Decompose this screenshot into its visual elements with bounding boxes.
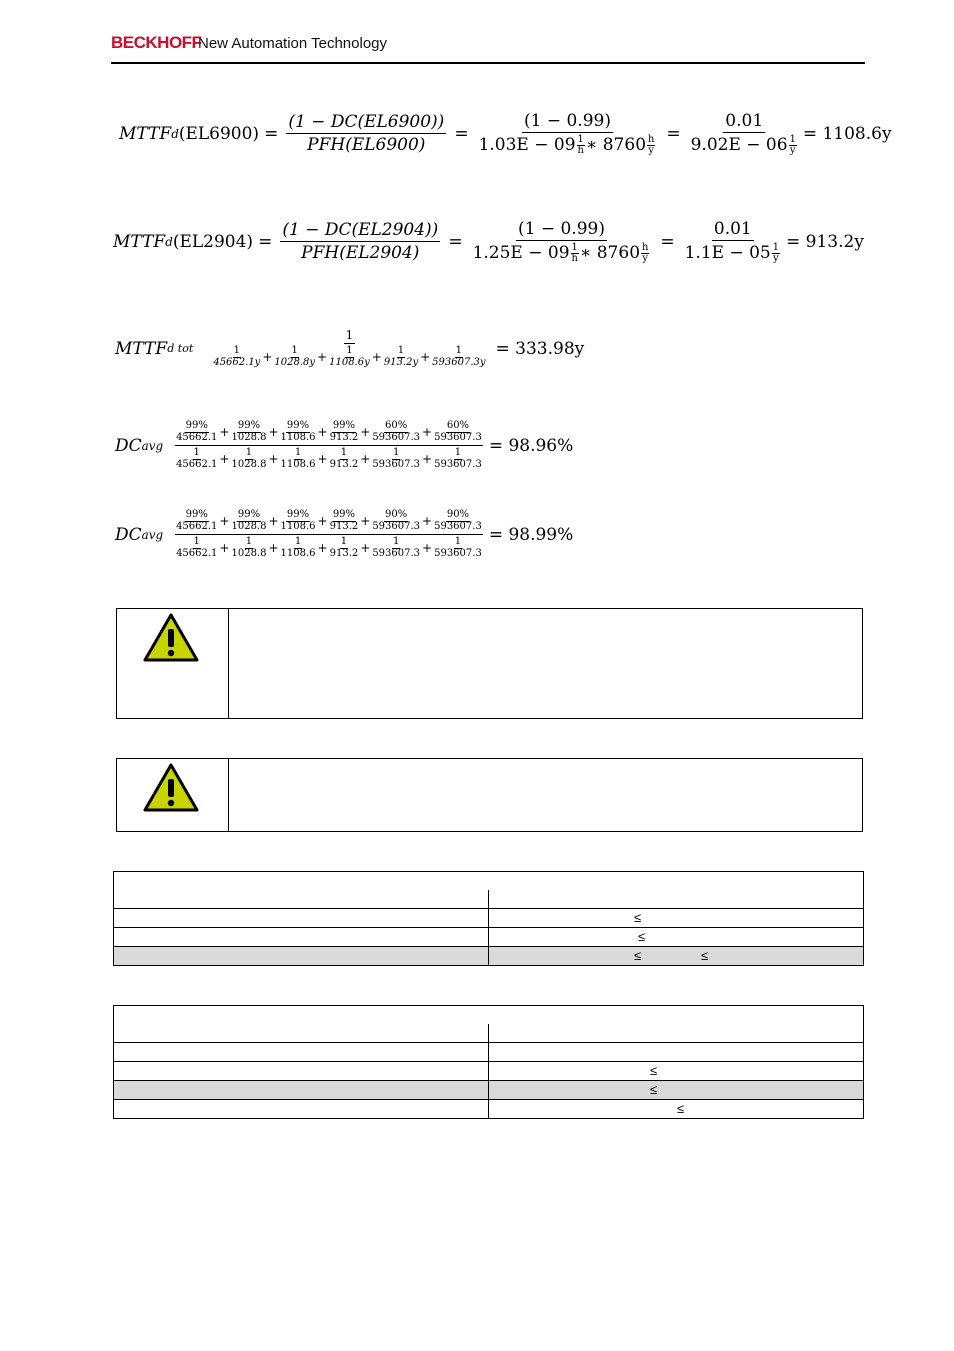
dc-term-denominator: 593607.3 — [434, 520, 482, 532]
fraction-reciprocal-sum: 1 $\frac{1}{45662.1y}$ + $\frac{1}{1028.8y}$ + $\frac{1}{1108.6y}$ + $\frac{1}{913.2y}$ + $\frac{1}{593607.3y}$ — [213, 328, 486, 368]
plus-sign: + — [317, 425, 328, 439]
eq-arg: (EL6900) — [178, 123, 260, 144]
dc-term-numerator: 90% — [446, 509, 470, 520]
warning-triangle-icon — [143, 613, 199, 663]
dc-term-numerator: 99% — [185, 420, 208, 431]
plus-sign: + — [262, 349, 273, 364]
eq-lhs-sub: d tot — [167, 342, 194, 356]
term-numerator: 1 — [294, 536, 302, 547]
plus-sign: + — [360, 425, 371, 439]
plus-sign: + — [268, 541, 279, 555]
brand-tagline: New Automation Technology — [198, 35, 388, 52]
plus-sign: + — [317, 349, 328, 364]
plus-sign: + — [422, 425, 433, 439]
dc-term — [434, 510, 482, 532]
table-row: ≤ — [114, 1081, 864, 1100]
term-numerator: 1 — [454, 447, 462, 458]
dc-term — [330, 510, 359, 532]
term-denominator: 593607.3 — [434, 547, 482, 559]
eq-result: = 333.98y — [495, 338, 585, 359]
plus-sign: + — [371, 349, 382, 364]
dc-term — [281, 421, 316, 443]
term-numerator: 1 — [397, 345, 405, 357]
dc-term-denominator: 913.2 — [329, 431, 359, 443]
dc-term-denominator: 1028.8 — [231, 431, 267, 443]
reciprocal-term — [434, 537, 482, 559]
term-denominator: 1108.6y — [329, 356, 370, 368]
table-row: ≤ ≤ — [114, 947, 864, 966]
eq-lhs-sub: avg — [141, 527, 164, 542]
term-denominator: 593607.3y — [432, 356, 486, 368]
fraction-simplified: 0.01 1.1E − 05 $\frac{1}{y}$ — [684, 219, 780, 264]
equation-dc-avg-90 — [115, 510, 573, 559]
dc-term-denominator: 45662.1 — [176, 431, 218, 443]
eq-lhs: MTTF — [113, 231, 166, 252]
equation-mttf-el2904: MTTF d (EL2904) = $\frac{(1 - DC(EL2904))}{\text{PFH(EL2904)}}$ = (1 − 0.99) 1.25E − 09 $\frac{1}{h}$ ∗ 8760 $\frac{h}{y}$ = 0.01 1.1E − 05 $\frac{1}{y}$ = 913.2y — [113, 219, 864, 264]
eq-result: = 1108.6y — [802, 123, 892, 144]
term-numerator: 1 — [245, 536, 253, 547]
term-numerator: 1 — [340, 447, 348, 458]
plus-sign: + — [219, 541, 230, 555]
reciprocal-term — [330, 448, 359, 470]
dc-term — [176, 421, 217, 443]
table-header-row — [114, 1006, 864, 1043]
term-numerator: 1 — [346, 345, 353, 357]
eq-result: = 98.96% — [488, 435, 574, 456]
dc-term-numerator: 99% — [286, 509, 310, 520]
plus-sign: + — [420, 349, 431, 364]
table-row — [114, 1043, 864, 1062]
fraction-simplified: 0.01 9.02E − 06 $\frac{1}{y}$ — [690, 111, 796, 156]
dc-term — [281, 510, 316, 532]
plus-sign: + — [422, 514, 433, 528]
reciprocal-term — [329, 346, 370, 368]
dc-term-numerator: 99% — [286, 420, 310, 431]
fraction-dc-avg — [175, 421, 483, 470]
eq-lhs: DC — [115, 435, 142, 456]
warning-triangle-icon — [143, 763, 199, 813]
term-numerator: 1 — [340, 536, 348, 547]
reciprocal-term — [330, 537, 359, 559]
dc-term-denominator: 593607.3 — [372, 431, 421, 443]
equation-mttf-el6900: MTTF d (EL6900) = $\frac{(1 - DC(EL6900))}{\text{PFH(EL6900)}}$ = (1 − 0.99) 1.03E − 09 $\frac{1}{h}$ ∗ 8760 $\frac{h}{y}$ = 0.01 9.02E − 06 $\frac{1}{y}$ = 1108.6y — [119, 111, 892, 156]
eq-result: = 98.99% — [488, 524, 574, 545]
eq-lhs-sub: d — [171, 126, 179, 141]
term-denominator: 1108.6 — [280, 458, 316, 470]
dc-term — [434, 421, 482, 443]
dc-term — [372, 510, 420, 532]
dc-term — [231, 510, 266, 532]
equation-dc-avg-60 — [115, 421, 573, 470]
warning-icon-cell — [117, 609, 229, 718]
term-denominator: 1028.8y — [274, 356, 316, 368]
term-numerator: 1 — [454, 536, 462, 547]
dc-term — [176, 510, 217, 532]
dc-term-numerator: 60% — [446, 420, 470, 431]
reciprocal-term — [231, 448, 266, 470]
eq-lhs: DC — [115, 524, 142, 545]
reciprocal-term — [176, 448, 217, 470]
reciprocal-term — [231, 537, 266, 559]
dc-term-numerator: 99% — [237, 509, 261, 520]
dc-term-denominator: 593607.3 — [434, 431, 482, 443]
eq-lhs-sub: d — [165, 234, 173, 249]
term-denominator: 593607.3 — [434, 458, 482, 470]
plus-sign: + — [422, 541, 433, 555]
plus-sign: + — [360, 541, 371, 555]
dc-term-numerator: 99% — [332, 420, 356, 431]
term-numerator: 1 — [392, 536, 400, 547]
term-denominator: 913.2 — [329, 458, 359, 470]
brand-logo: BECKHOFF — [111, 33, 202, 52]
term-numerator: 1 — [193, 447, 200, 458]
term-denominator: 913.2y — [383, 356, 419, 368]
dc-term-numerator: 90% — [385, 509, 408, 520]
dc-term-numerator: 99% — [332, 509, 356, 520]
plus-sign: + — [219, 425, 230, 439]
term-denominator: 1028.8 — [231, 547, 267, 559]
header-divider — [111, 62, 865, 64]
fraction-dc-avg — [175, 510, 483, 559]
eq-arg: (EL2904) — [172, 231, 254, 252]
reciprocal-term — [384, 346, 418, 368]
reciprocal-term — [176, 537, 217, 559]
term-denominator: 593607.3 — [372, 458, 421, 470]
warning-icon-cell — [117, 759, 229, 831]
warning-box — [116, 608, 863, 719]
reciprocal-term — [281, 448, 316, 470]
dc-term — [330, 421, 359, 443]
equation-mttf-total — [115, 329, 584, 368]
plus-sign: + — [317, 541, 328, 555]
fraction-dc: $\frac{(1 - DC(EL2904))}{\text{PFH(EL2904)}}$ — [282, 220, 439, 263]
eq-lhs-sub: avg — [141, 438, 164, 453]
table-row: ≤ — [114, 909, 864, 928]
dc-term-numerator: 99% — [237, 420, 261, 431]
table-header-row — [114, 872, 864, 909]
plus-sign: + — [360, 514, 371, 528]
classification-table-1 — [113, 871, 864, 966]
term-numerator: 1 — [392, 447, 400, 458]
eq-lhs: MTTF — [119, 123, 172, 144]
reciprocal-term — [372, 448, 420, 470]
reciprocal-term — [432, 346, 485, 368]
plus-sign: + — [317, 452, 328, 466]
term-denominator: 593607.3 — [372, 547, 421, 559]
table-row: ≤ — [114, 1062, 864, 1081]
term-numerator: 1 — [233, 345, 241, 357]
plus-sign: + — [360, 452, 371, 466]
plus-sign: + — [317, 514, 328, 528]
term-numerator: 1 — [245, 447, 253, 458]
reciprocal-term — [213, 346, 260, 368]
plus-sign: + — [219, 452, 230, 466]
term-denominator: 913.2 — [329, 547, 359, 559]
term-denominator: 45662.1 — [176, 458, 218, 470]
fraction-values: (1 − 0.99) 1.03E − 09 $\frac{1}{h}$ ∗ 8760 $\frac{h}{y}$ — [478, 111, 655, 156]
eq-lhs: MTTF — [115, 338, 168, 359]
reciprocal-term — [281, 537, 316, 559]
term-numerator: 1 — [291, 345, 298, 357]
plus-sign: + — [422, 452, 433, 466]
fraction-values: (1 − 0.99) 1.25E − 09 $\frac{1}{h}$ ∗ 8760 $\frac{h}{y}$ — [472, 219, 649, 264]
table-row: ≤ — [114, 928, 864, 947]
term-denominator: 1028.8 — [231, 458, 267, 470]
dc-term-numerator: 60% — [385, 420, 408, 431]
eq-result: = 913.2y — [786, 231, 864, 252]
reciprocal-term — [434, 448, 482, 470]
plus-sign: + — [268, 514, 279, 528]
table-row: ≤ — [114, 1100, 864, 1119]
dc-term-denominator: 593607.3 — [372, 520, 421, 532]
term-denominator: 45662.1y — [213, 356, 261, 368]
term-numerator: 1 — [294, 447, 302, 458]
dc-term-denominator: 913.2 — [329, 520, 359, 532]
reciprocal-term — [274, 346, 315, 368]
warning-box — [116, 758, 863, 832]
reciprocal-term — [372, 537, 420, 559]
fraction-dc: $\frac{(1 - DC(EL6900))}{\text{PFH(EL6900)}}$ — [288, 112, 445, 155]
term-numerator: 1 — [193, 536, 200, 547]
term-numerator: 1 — [455, 345, 463, 357]
dc-term — [372, 421, 420, 443]
dc-term — [231, 421, 266, 443]
classification-table-2 — [113, 1005, 864, 1119]
plus-sign: + — [268, 425, 279, 439]
dc-term-denominator: 1108.6 — [280, 431, 316, 443]
plus-sign: + — [268, 452, 279, 466]
plus-sign: + — [219, 514, 230, 528]
dc-term-denominator: 1028.8 — [231, 520, 267, 532]
dc-term-denominator: 45662.1 — [176, 520, 218, 532]
dc-term-numerator: 99% — [185, 509, 208, 520]
term-denominator: 1108.6 — [280, 547, 316, 559]
term-denominator: 45662.1 — [176, 547, 218, 559]
dc-term-denominator: 1108.6 — [280, 520, 316, 532]
